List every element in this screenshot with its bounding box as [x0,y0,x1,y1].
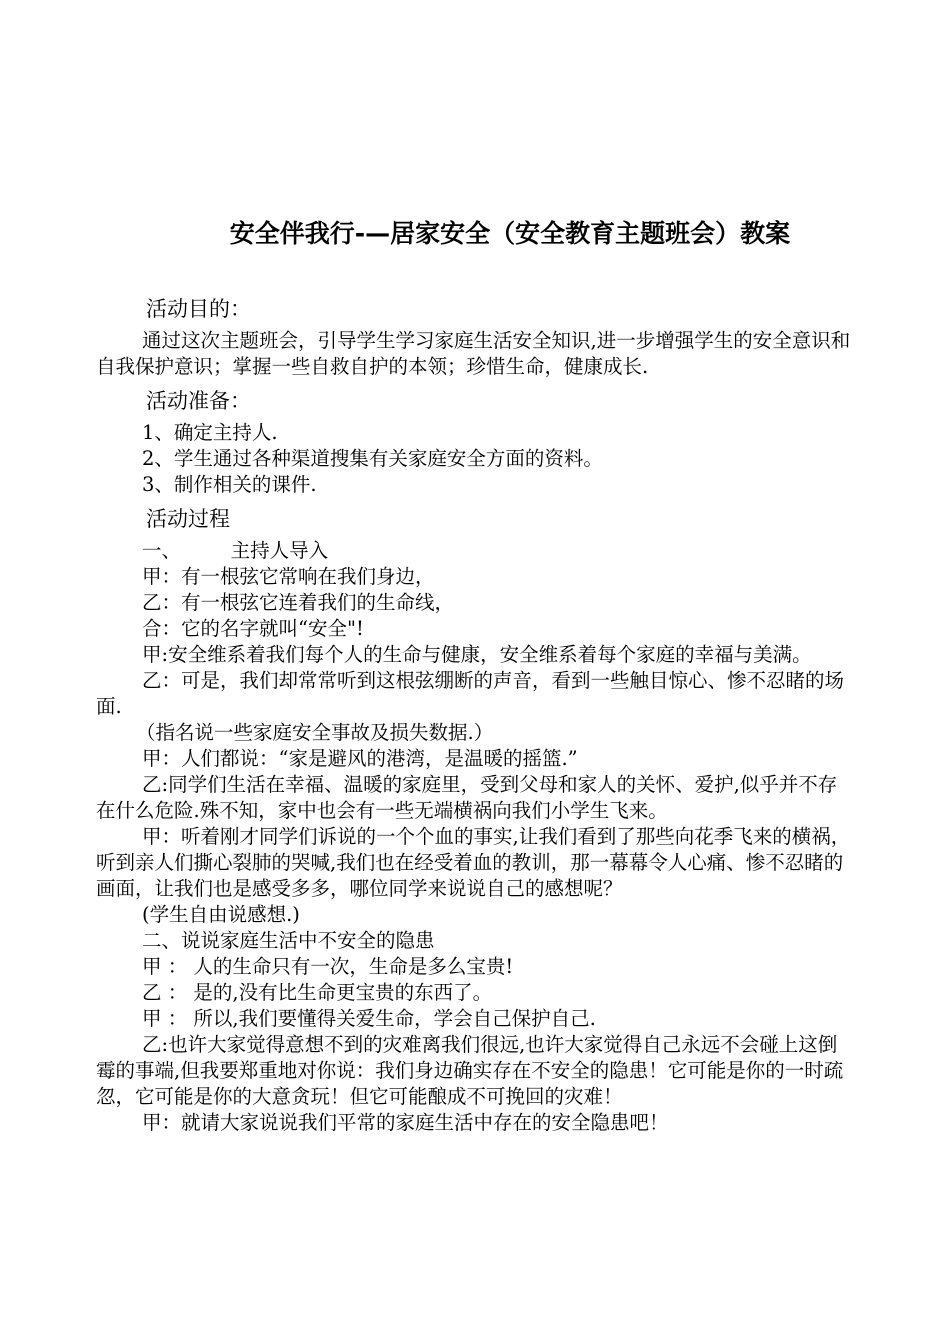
dialogue-paragraph: 甲：听着刚才同学们诉说的一个个血的事实,让我们看到了那些向花季飞来的横祸，听到亲人们撕心裂肺的哭喊,我们也在经受着血的教训，那一幕幕令人心痛、惨不忍睹的画面，让我们也是感受多多，哪位同学来说说自己的感想呢？ [96,825,851,900]
process-step-heading: 一、 主持人导入 [142,539,329,562]
preparation-item: 3、制作相关的课件. [142,473,317,496]
document-body [96,288,856,1136]
dialogue-line: 甲 ： 所以,我们要懂得关爱生命，学会自己保护自己. [142,1007,596,1030]
stage-direction: (学生自由说感想.) [142,903,300,926]
document-title: 安全伴我行-—居家安全（安全教育主题班会）教案 [229,219,791,248]
preparation-item: 2、学生通过各种渠道搜集有关家庭安全方面的资料。 [142,447,603,470]
dialogue-paragraph: 乙:也许大家觉得意想不到的灾难离我们很远,也许大家觉得自己永远不会碰上这倒霉的事端,但我要郑重地对你说：我们身边确实存在不安全的隐患！它可能是你的一时疏忽，它可能是你的大意贪玩！但它可能酿成不可挽回的灾难！ [96,1033,844,1108]
dialogue-line: 合：它的名字就叫“安全"! [142,617,364,640]
purpose-paragraph: 通过这次主题班会，引导学生学习家庭生活安全知识,进一步增强学生的安全意识和自我保护意识；掌握一些自救自护的本领；珍惜生命，健康成长. [96,329,851,378]
dialogue-line: 甲：人们都说：“家是避风的港湾，是温暖的摇篮.” [142,747,578,770]
dialogue-paragraph: 甲:安全维系着我们每个人的生命与健康，安全维系着每个家庭的幸福与美满。 [142,643,812,666]
stage-direction: （指名说一些家庭安全事故及损失数据.） [136,721,494,744]
process-step-heading: 二、说说家庭生活中不安全的隐患 [142,929,435,952]
process-heading: 活动过程 [146,507,230,531]
preparation-heading: 活动准备： [146,389,251,413]
dialogue-line: 乙：有一根弦它连着我们的生命线， [142,591,455,614]
purpose-heading: 活动目的： [146,297,251,321]
dialogue-line: 乙 ： 是的,没有比生命更宝贵的东西了。 [142,981,493,1004]
dialogue-line: 甲：有一根弦它常响在我们身边， [142,565,435,588]
dialogue-paragraph: 乙:同学们生活在幸福、温暖的家庭里，受到父母和家人的关怀、爱护,似乎并不存在什么危险.殊不知，家中也会有一些无端横祸向我们小学生飞来。 [96,773,838,822]
preparation-item: 1、确定主持人. [142,421,278,444]
dialogue-line: 甲 ： 人的生命只有一次，生命是多么宝贵! [142,955,514,978]
dialogue-paragraph: 乙：可是，我们却常常听到这根弦绷断的声音，看到一些触目惊心、惨不忍睹的场面. [96,669,845,718]
dialogue-line: 甲：就请大家说说我们平常的家庭生活中存在的安全隐患吧！ [142,1111,669,1134]
